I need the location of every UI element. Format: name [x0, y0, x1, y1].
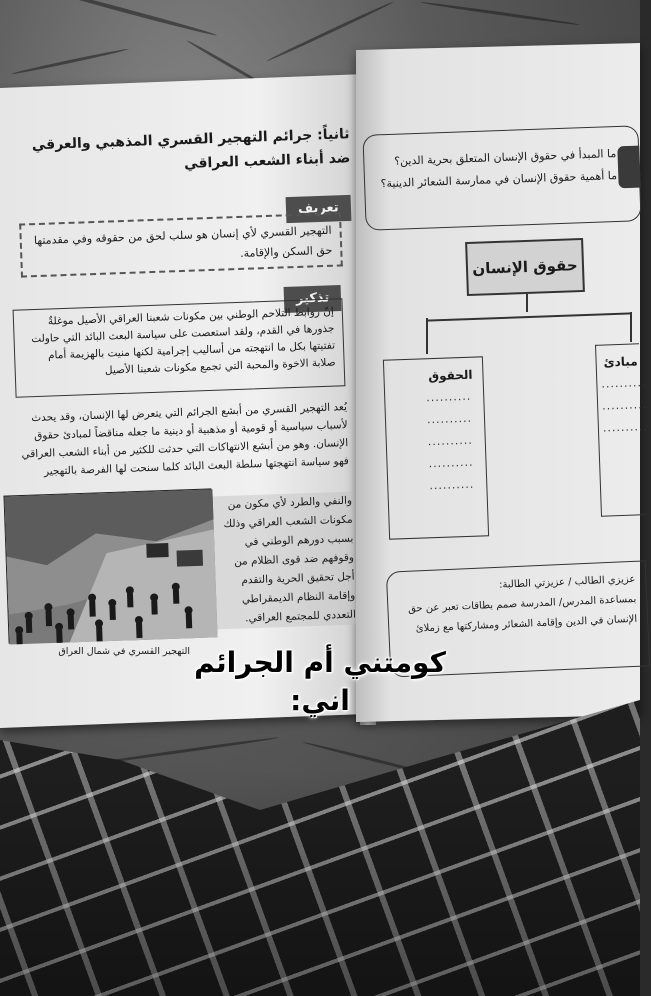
overlay-line-2: اني:: [290, 684, 350, 717]
blank-line: ..........: [427, 433, 473, 449]
surface-vein: [11, 48, 129, 76]
question-1: ما المبدأ في حقوق الإنسان المتعلق بحرية الدين؟: [393, 147, 617, 168]
activity-note-line: الإنسان في الدين وإقامة الشعائر ومشاركتها مع زملائ: [415, 613, 638, 635]
overlay-caption: [190, 644, 450, 720]
blank-line: ..........: [601, 398, 648, 413]
rights-column-title: الحقوق: [428, 367, 473, 384]
body-paragraph: يُعد التهجير القسري من أبشع الجرائم التي يتعرض لها الإنسان، وقد يحدث لأسباب سياسية أو قومية أو مذهبية أو دينية ما جعله مناقضاً لمبادئ حقوق الإنسان. وهو من أبشع الانتهاكات التي حدثت للكثير من أبناء الشعب العراقي فهو سياسة انتهجتها سلطة البعث البائد كلما سنحت لها الفرصة بالتهجير: [21, 401, 350, 478]
question-box: [362, 125, 641, 231]
side-paragraph: والنفي والطرد لأي مكون من مكونات الشعب العراقي وذلك بسبب دورهم الوطني في وقوفهم ضد قوى الظلام من أجل تحقيق الحرية والتقدم وإقامة النظام الديمقراطي التعددي للمجتمع العراقي.: [212, 492, 357, 630]
question-marker: [617, 146, 640, 189]
question-2: ما أهمية حقوق الإنسان في ممارسة الشعائر الدينية؟: [380, 168, 618, 191]
rights-column: [383, 356, 489, 539]
blank-line: ..........: [428, 455, 474, 471]
section-title: ثانياً: جرائم التهجير القسري المذهبي والعرقي ضد أبناء الشعب العراقي: [31, 126, 351, 173]
surface-vein: [421, 1, 580, 26]
blank-line: ..........: [601, 376, 647, 391]
surface-vein: [43, 0, 218, 37]
principles-column-title: مبادئ: [603, 354, 638, 370]
blank-line: ..........: [429, 477, 475, 493]
connector-line: [526, 294, 528, 312]
connector-line: [630, 312, 632, 342]
displacement-photo: [3, 488, 216, 643]
principles-column: [595, 343, 649, 516]
definition-tab: تعريف: [286, 195, 352, 223]
activity-note-line: بمساعدة المدرس/ المدرسة صمم بطاقات تعبر عن حق: [407, 593, 637, 615]
reminder-tab: تذكير: [284, 285, 342, 313]
reminder-box: إنّ روابط التلاحم الوطني بين مكونات شعبنا العراقي الأصيل موغلةٌ جذورها في القدم، ولقد استعصت على سياسة البعث البائد التي حاولت تفتيتها بكل ما انتهجته من أساليب إجرامية لكنها منيت بالهزيمة أمام صلابة الاخوة والمحبة التي تجمع مكونات شعبنا الأصيل: [13, 298, 346, 397]
activity-note-line: عزيزي الطالب / عزيزتي الطالبة:: [498, 573, 636, 591]
photo-caption: التهجير القسري في شمال العراق: [58, 646, 190, 657]
blank-line: ..........: [426, 411, 473, 427]
blank-line: ..........: [426, 389, 472, 405]
blanket-shadow: [0, 770, 640, 996]
definition-box: التهجير القسري لأي إنسان هو سلب لحق من حقوقه وفي مقدمتها حق السكن والإقامة.: [19, 212, 343, 277]
displacement-photo-image: [5, 489, 218, 644]
human-rights-box: حقوق الإنسان: [465, 238, 585, 296]
connector-line: [426, 318, 428, 354]
blank-line: ..........: [602, 420, 649, 435]
overlay-line-1: كومتني أم الجرائم: [194, 646, 446, 679]
